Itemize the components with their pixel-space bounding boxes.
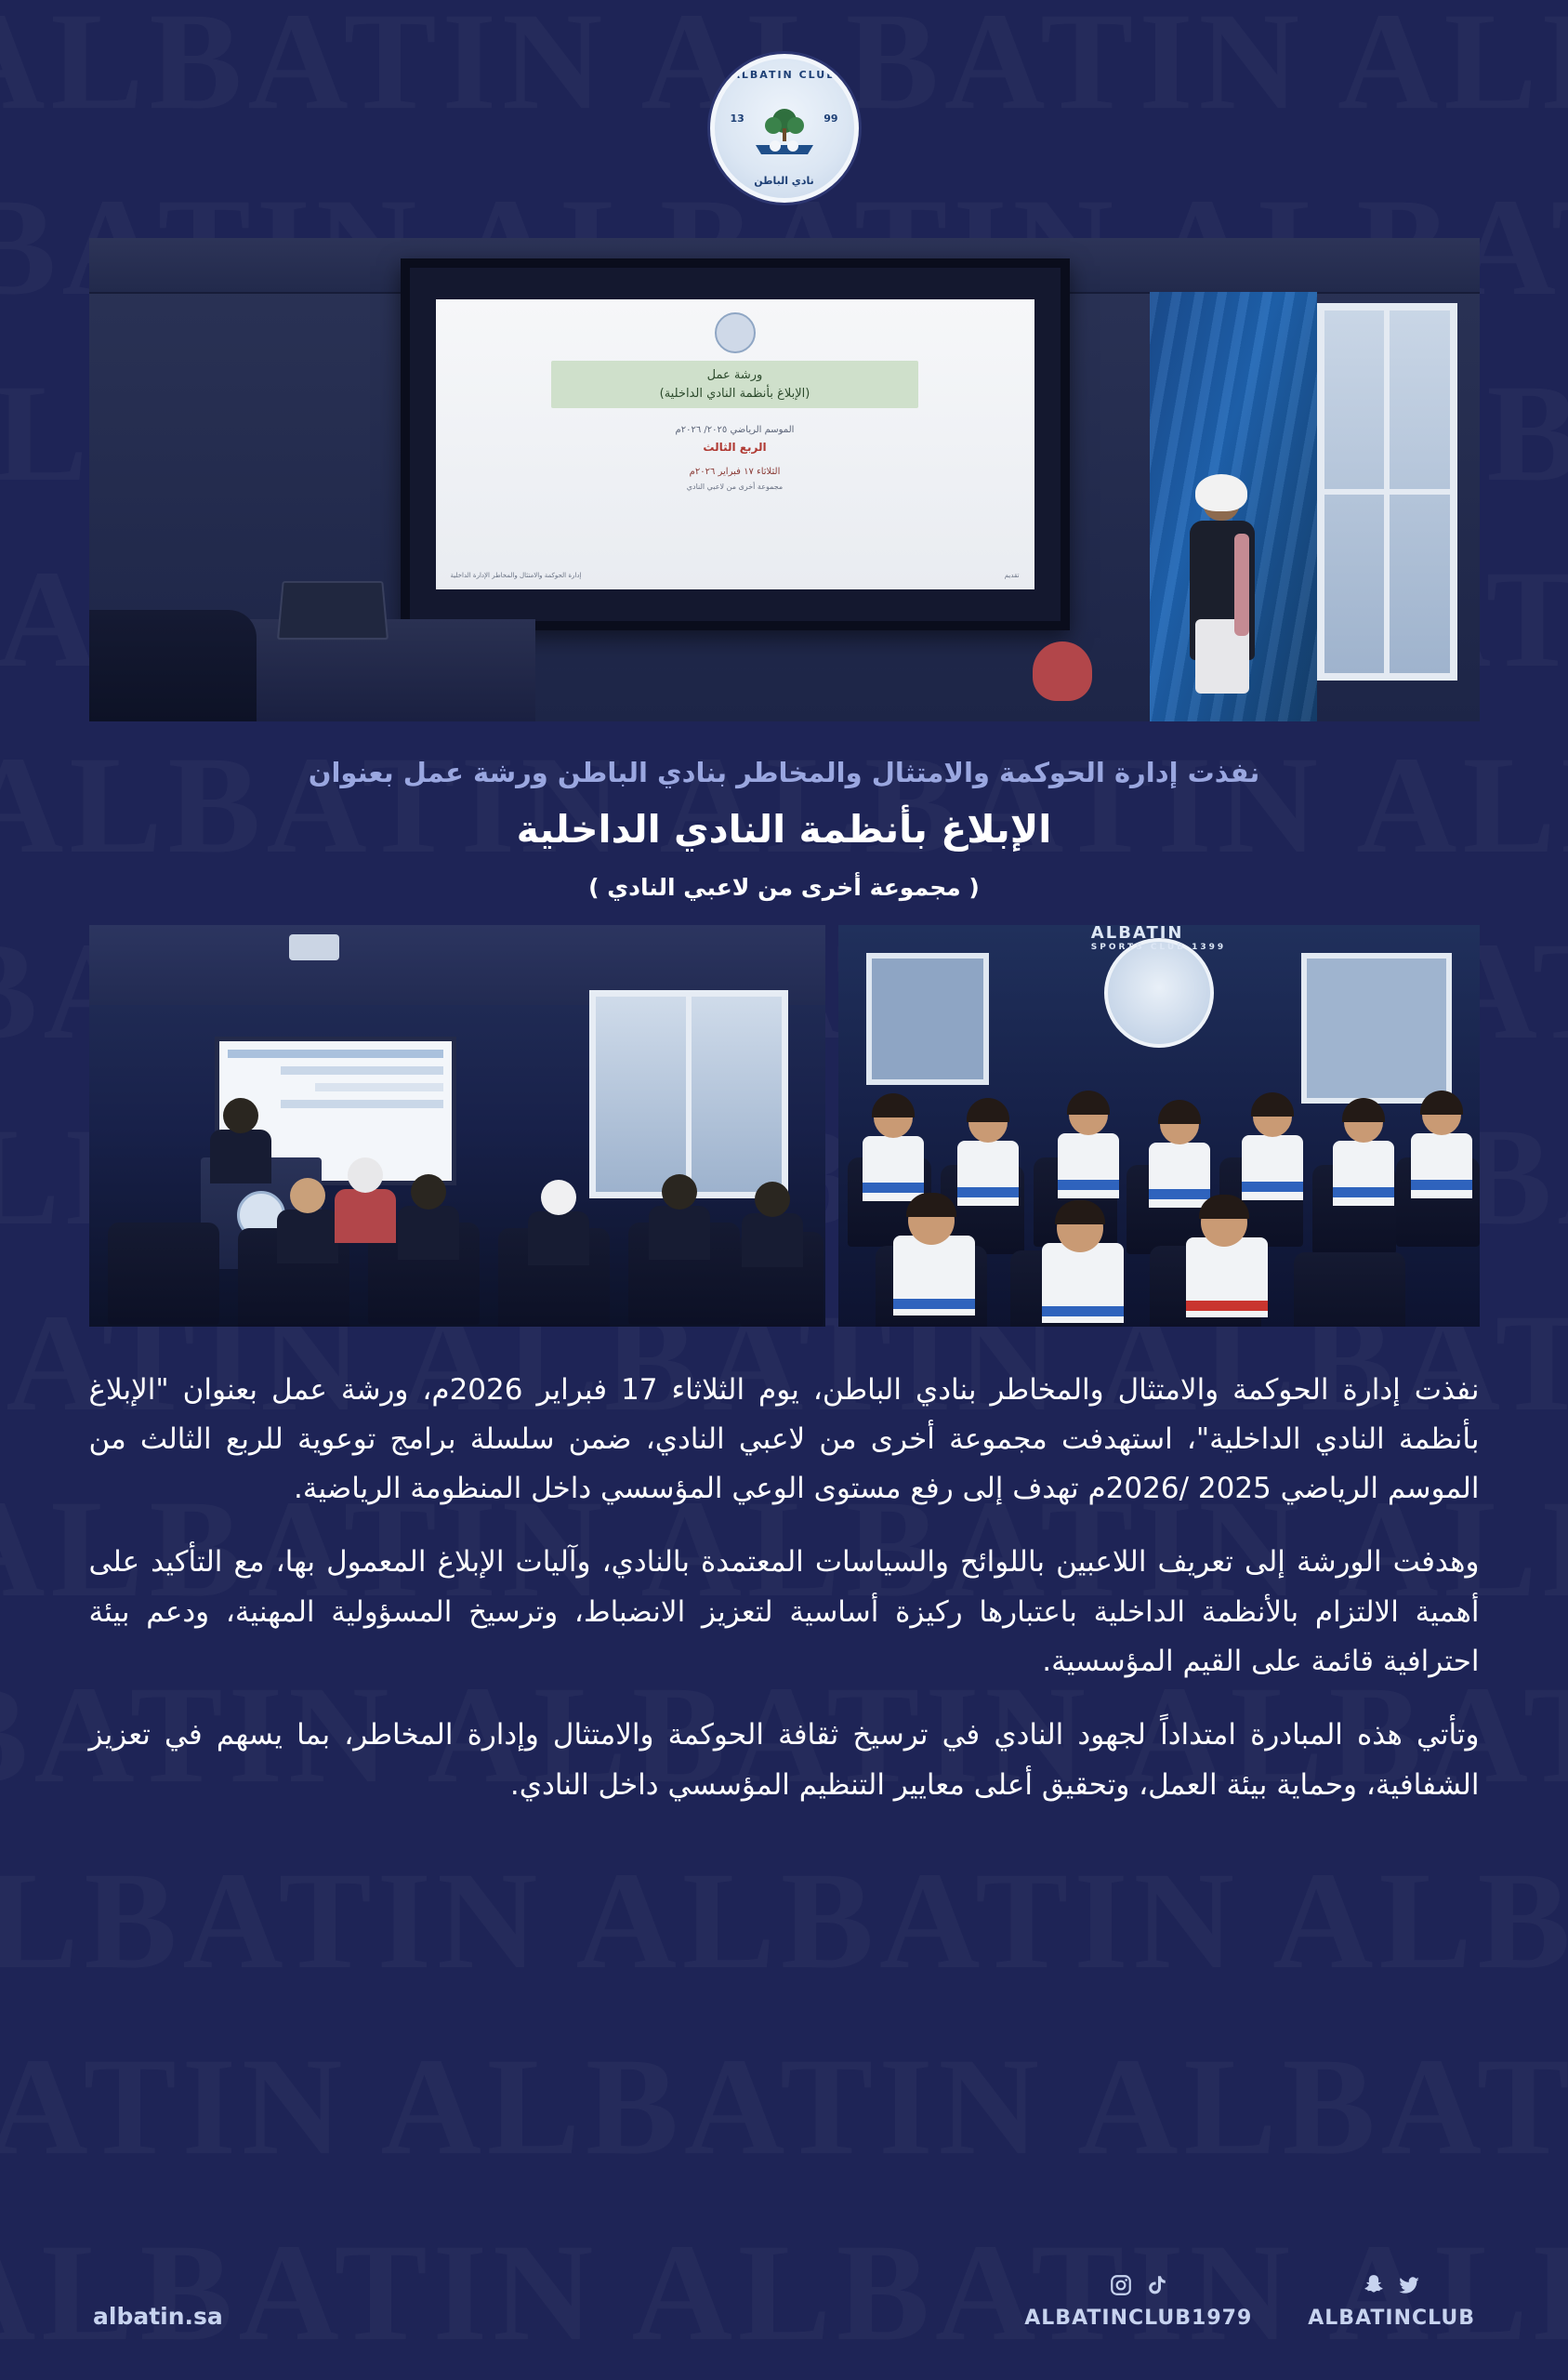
slide-note-line: مجموعة أخرى من لاعبي النادي [686, 483, 784, 491]
slide-season-line: الموسم الرياضي ٢٠٢٥/ ٢٠٢٦م [675, 425, 795, 435]
banner-club-logo-icon [1104, 938, 1214, 1048]
club-logo-top-text: ALBATIN CLUB [731, 69, 837, 81]
social-group [1024, 2273, 1475, 2330]
social-icons-group-1 [1308, 2273, 1475, 2297]
footer [0, 2273, 1568, 2330]
hero-audience-chairs [89, 610, 257, 721]
paragraph-2: وهدفت الورشة إلى تعريف اللاعبين باللوائح والسياسات المعتمدة بالنادي، وآليات الإبلاغ المعمول بها، مع التأكيد على أهمية الالتزام بالأنظمة الداخلية باعتبارها ركيزة أساسية لتعزيز الانضباط، وترسيخ المسؤولية المهنية، ودعم بيئة احترافية قائمة على القيم المؤسسية. [88, 1545, 1480, 1679]
title-block [0, 753, 1568, 901]
hero-speaker-person [1186, 480, 1258, 694]
social-handle-2[interactable]: ALBATINCLUB1979 [1024, 2307, 1253, 2330]
snapchat-icon[interactable] [1362, 2273, 1386, 2297]
social-item-albatinclub [1308, 2273, 1475, 2330]
banner-text [1091, 925, 1226, 952]
instagram-icon[interactable] [1109, 2273, 1133, 2297]
paragraph-1: نفذت إدارة الحوكمة والامتثال والمخاطر بنادي الباطن، يوم الثلاثاء 17 فبراير 2026م، ورشة عمل بعنوان "الإبلاغ بأنظمة النادي الداخلية"، استهدفت مجموعة أخرى من لاعبي النادي، ضمن سلسلة برامج توعوية للربع الثالث من الموسم الرياضي 2025 /2026م تهدف إلى رفع مستوى الوعي المؤسسي داخل المنظومة الرياضية. [88, 1372, 1480, 1506]
slide-heading-line1: ورشة عمل [706, 368, 763, 382]
club-logo-year-left: 13 [730, 112, 744, 125]
slide-date-line: الثلاثاء ١٧ فبراير ٢٠٢٦م [689, 467, 781, 477]
photo-row [89, 925, 1480, 1327]
slide-footer-left: إدارة الحوكمة والامتثال والمخاطر الإدارة الداخلية [450, 571, 582, 579]
tree-and-animals-emblem-icon [750, 102, 819, 158]
article-body [89, 1366, 1480, 1811]
website-url[interactable]: albatin.sa [93, 2303, 223, 2330]
social-handle-1[interactable]: ALBATINCLUB [1308, 2307, 1475, 2330]
social-item-albatinclub1979 [1024, 2273, 1252, 2330]
hall-window [589, 990, 788, 1198]
photo-lecture-hall [89, 925, 825, 1327]
club-logo-bottom-text: نادي الباطن [754, 175, 814, 187]
slide-logo-icon [715, 312, 756, 353]
projector-icon [289, 934, 339, 960]
banner-title: ALBATIN [1090, 924, 1184, 943]
slide-footer-right: تقديم [1004, 571, 1020, 579]
hero-attendee-head [1033, 641, 1092, 701]
banner-subtitle: SPORTS CLUB 1399 [1090, 942, 1227, 952]
tiktok-icon[interactable] [1144, 2273, 1168, 2297]
slide-quarter: الربع الثالث [703, 441, 767, 454]
club-logo-container [0, 0, 1568, 203]
slide-heading [551, 361, 917, 408]
presentation-screen [401, 258, 1070, 630]
social-icons-group-2 [1024, 2273, 1252, 2297]
photo-audience-kids [838, 925, 1480, 1327]
hero-laptop [276, 581, 388, 640]
paragraph-3: وتأتي هذه المبادرة امتداداً لجهود النادي في ترسيخ ثقافة الحوكمة والامتثال وإدارة المخاطر، بما يسهم في تعزيز الشفافية، وحماية بيئة العمل، وتحقيق أعلى معايير التنظيم المؤسسي داخل النادي. [88, 1718, 1480, 1802]
club-logo-year-right: 99 [824, 112, 838, 125]
page-title: الإبلاغ بأنظمة النادي الداخلية [516, 806, 1052, 852]
hero-window [1317, 303, 1457, 681]
club-logo [710, 54, 859, 203]
slide-heading-line2: (الإبلاغ بأنظمة النادي الداخلية) [659, 386, 810, 401]
title-subtitle: ( مجموعة أخرى من لاعبي النادي ) [588, 873, 980, 901]
twitter-icon[interactable] [1397, 2273, 1421, 2297]
slide-content [436, 299, 1034, 589]
hero-photo-workshop-room [89, 238, 1480, 721]
title-intro-line: نفذت إدارة الحوكمة والامتثال والمخاطر بنادي الباطن ورشة عمل بعنوان [308, 757, 1260, 788]
